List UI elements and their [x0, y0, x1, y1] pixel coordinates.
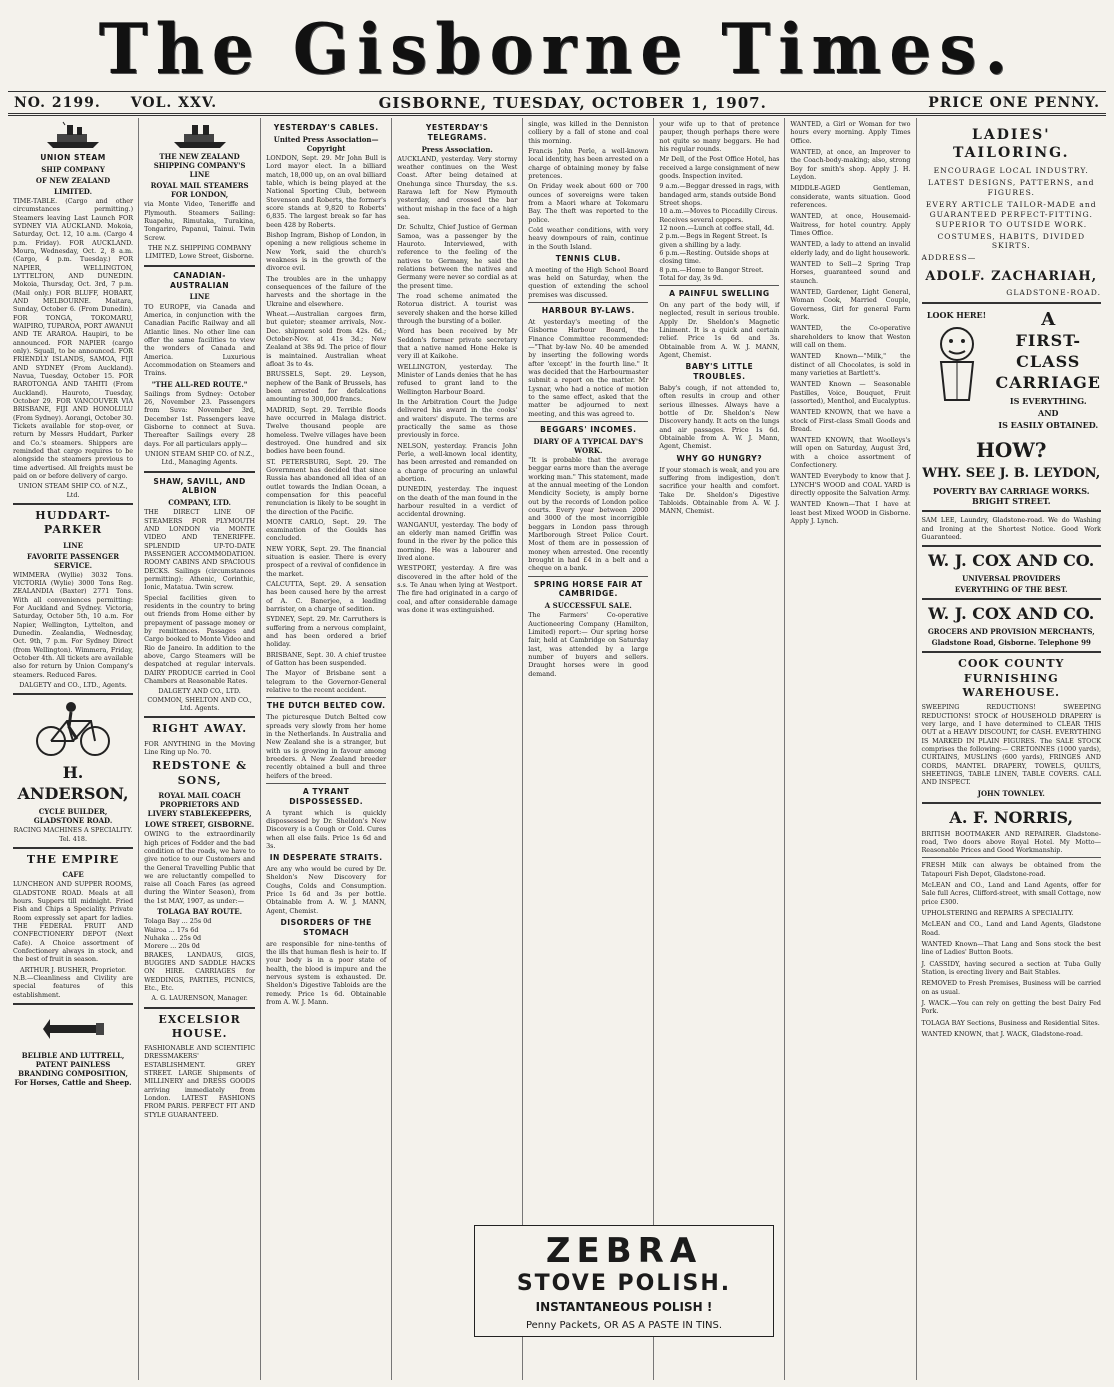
tailoring-ad: [922, 126, 1102, 298]
harbour-heading: HARBOUR BY-LAWS.: [541, 306, 635, 316]
column-4: [392, 118, 523, 1380]
allred-body: Sailings from Sydney: October 26, November 23. Passengers from Suva: November 3rd, December 1st. Passengers leave Gisborne to connect at Suva. Thereafter Sailings every 28 days. For all particulars apply—: [144, 389, 256, 448]
baby-heading: BABY'S LITTLE TROUBLES.: [685, 362, 754, 382]
cable-item: ST. PETERSBURG, Sept. 29. The Government has decided that since Russia has abandoned all idea of an outlet towards the Indian Ocean, a compensation for this peaceful renunciation is likely to be sought in the direction of the Pacific.: [266, 457, 387, 516]
divider: [922, 302, 1102, 304]
issue-date: GISBORNE, TUESDAY, OCTOBER 1, 1907.: [378, 93, 767, 112]
masthead-title: The Gisborne Times.: [98, 7, 1016, 90]
allred-agent: UNION STEAM SHIP CO. of N.Z., Ltd., Managing Agents.: [144, 449, 255, 467]
diary-entry: 10 a.m.—Moves to Piccadilly Circus. Receives several coppers.: [659, 207, 778, 224]
columns: [8, 118, 1106, 1380]
carriage-text: [996, 308, 1102, 433]
wanted-ad: WANTED, a lady to attend an invalid elderly lady, and do light housework.: [790, 240, 911, 257]
tailoring-address-label: ADDRESS—: [921, 253, 977, 263]
divider: [144, 1007, 255, 1009]
wanted-ad: WANTED, at once, Housemaid-Waitress, for hotel country. Apply Times Office.: [790, 212, 911, 237]
diary-entry: 2 p.m.—Begs in Regent Street. Is given a shilling by a lady.: [659, 232, 768, 249]
volume-number: VOL. XXV.: [130, 94, 218, 111]
tailoring-encourage: ENCOURAGE LOCAL INDUSTRY.: [933, 166, 1089, 176]
wanted-ad: MIDDLE-AGED Gentleman, considerate, wants situation. Good references.: [790, 184, 911, 209]
wanted-ad: WANTED, Gardener, Light General, Woman Cook, Married Couple, Governess, Girl for general Farm Work.: [790, 287, 911, 321]
carriage-line: A: [1041, 308, 1056, 330]
beggars-heading: BEGGARS' INCOMES.: [540, 424, 637, 434]
norris-name: A. F. NORRIS,: [949, 807, 1074, 827]
masthead: [8, 6, 1106, 92]
belted-body: The picturesque Dutch Belted cow spreads very slowly from her home in the Netherlands. In Australia and New Zealand she is a stranger, but with us is growing in favour among breeders. A New Zealand breeder recently obtained a bull and three heifers of the breed.: [266, 713, 387, 780]
union-line-2: SHIP COMPANY: [41, 164, 105, 174]
divider: [144, 716, 255, 718]
classified-ad: TOLAGA BAY Sections, Business and Residential Sites.: [921, 1018, 1100, 1027]
nzship-sub: ROYAL MAIL STEAMERS FOR LONDON,: [150, 181, 249, 200]
harbour-body: At yesterday's meeting of the Gisborne Harbour Board, the Finance Committee recommended:—"That by-law No. 40 be amended by inserting the following words after 'except' in the fourth line." It was decided that the Harbourmaster submit a report on the matter. Mr Lysnar, who had a notice of motion to the same effect, asked that the matter be adjourned to next meeting, and this was agreed to.: [528, 317, 649, 418]
telegram-item: Cold weather conditions, with very heavy downpours of rain, continue in the South Island.: [528, 225, 649, 251]
issue-number: NO. 2199.: [14, 94, 101, 111]
wanted-ad: WANTED to Sell—2 Spring Trap Horses, guaranteed sound and staunch.: [790, 259, 911, 285]
union-timetable: TIME-TABLE. (Cargo and other circumstances permitting.) Steamers leaving Last Launch FOR SYDNEY VIA AUCKLAND. Mokoia, Saturday, Oct. 12, 10 a.m. (Cargo 4 p.m. Friday). FOR AUCKLAND. Moura, Wednesday, Oct. 2, 8 a.m. (Cargo, 4 p.m. Tuesday.) FOR NAPIER, WELLINGTON, LYTTELTON, AND DUNEDIN. Mokoia, Thursday, Oct. 3rd, 7 p.m. (Mail only.) FOR BLUFF, HOBART, AND MELBOURNE. Maitara, Sunday, October 6. (From Dunedin). FOR TONGA, TOKOMARU, WAIPIRO, TUPAROA, PORT AWANUI AND TE ARAROA. Haupiri, to be announced. FOR NAPIER (cargo only). Squall, to be announced. FOR FRIENDLY ISLANDS, SAMOA, FIJI AND SYDNEY (From Auckland). Navua, Tuesday, October 15. FOR RAROTONGA AND TAHITI (From Auckland). Hauroto, Tuesday, October 29. FOR VANCOUVER VIA BRISBANE, FIJI AND HONOLULU (From Sydney). Aorangi, October 30. Tickets available for stop-over, or return by Messrs Huddart, Parker and Co.'s steamers. Shippers are reminded that cargo requires to be alongside the steamers previous to time advertised. All freights must be paid on or before delivery of cargo.: [13, 197, 134, 480]
excelsior-title: EXCELSIOR HOUSE.: [158, 1012, 241, 1040]
column-intro: your wife up to that of pretence pauper, though perhaps there were not quite so many beggars. He had his regular rounds.: [659, 120, 780, 153]
divider: [922, 545, 1102, 547]
telegram-item: NELSON, yesterday. Francis John Perle, a well-known local identity, has been arrested and remanded on a charge of procuring an unlawful abortion.: [397, 441, 518, 483]
shaw-agent: DALGETY AND CO., LTD. COMMON, SHELTON AND CO., Ltd. Agents.: [147, 687, 252, 712]
diary-entry: 12 noon.—Lunch at coffee stall, 4d.: [659, 223, 775, 232]
wanted-ad: WANTED, the Co-operative shareholders to know that Weston will call on them.: [790, 324, 911, 349]
swelling-heading: A PAINFUL SWELLING: [669, 289, 770, 299]
baby-body: Baby's cough, if not attended to, often results in croup and other serious illnesses. Always have a bottle of Dr. Sheldon's New Discovery handy. It acts on the lungs and air passages. Price 1s 6d. Obtainable from A. W. J. Mann, Agent, Chemist.: [659, 384, 780, 451]
column-3: [261, 118, 392, 1380]
wanted-ad: WANTED Known — Seasonable Pastilles, Voice, Bouquet, Fruit (assorted), Menthol, and Eucalyptus.: [790, 380, 911, 405]
canadian-line: LINE: [189, 292, 210, 302]
zebra-product: STOVE POLISH.: [516, 1271, 732, 1296]
cable-item: Wheat.—Australian cargoes firm, but quieter; steamer arrivals, Nov.-Dec. shipment sold from 42s. 6d.; October-Nov. at 41s 3d.; New Zealand at 38s 9d. The price of flour is maintained. Australian wheat afloat 3s to 4s.: [266, 309, 387, 368]
dire-heading: IN DESPERATE STRAITS.: [269, 853, 383, 863]
tennis-body: A meeting of the High School Board was held on Saturday, when the question of extending the school premises was discussed.: [528, 265, 649, 299]
tailoring-title: LADIES' TAILORING.: [953, 127, 1070, 162]
diary-entry: 9 a.m.—Beggar dressed in rags, with bandaged arm, stands outside Bond Street shops.: [659, 182, 780, 207]
beggars-sub: DIARY OF A TYPICAL DAY'S WORK.: [533, 436, 644, 455]
column-8: [917, 118, 1107, 1380]
cable-item: The Mayor of Brisbane sent a telegram to the Governor-General relative to the recent accident.: [266, 669, 387, 695]
empire-body: LUNCHEON AND SUPPER ROOMS, GLADSTONE ROAD. Meals at all hours. Suppers till midnight. Fried Fish and Chips a Speciality. Private Room expressly set apart for ladies. THE FEDERAL FRUIT AND CONFECTIONERY DEPOT (Next Cafe). A Choice assortment of Confectionery always in stock, and the best of fruit in season.: [13, 880, 134, 964]
divider: [13, 1003, 133, 1005]
tailoring-costumes: COSTUMES, HABITS, DIVIDED SKIRTS.: [937, 231, 1086, 251]
tailoring-latest: LATEST DESIGNS, PATTERNS, and FIGURES.: [928, 178, 1095, 198]
cook-county-title: COOK COUNTY FURNISHING WAREHOUSE.: [958, 657, 1065, 700]
wanted-ad: WANTED KNOWN, that we have a stock of First-class Small Goods and Bread.: [790, 408, 911, 433]
disorders-body: are responsible for nine-tenths of the ills that human flesh is heir to. If your body is in a poor state of health, the blood is impure and the nervous system is exhausted. Dr. Sheldon's Digestive Tabloids are the remedy. Price 1s 6d. Obtainable from A. W. J. Mann.: [266, 939, 387, 1007]
telegram-item: WANGANUI, yesterday. The body of an elderly man named Griffin was found in the river by the police this morning. He was a labourer and lived alone.: [397, 520, 518, 562]
column-6: [654, 118, 785, 1380]
telegram-item: Francis John Perle, a well-known local identity, has been arrested on a charge of obtaining money by false pretences.: [528, 146, 649, 180]
classified-ad: WANTED KNOWN, that J. WACK, Gladstone-road.: [921, 1030, 1083, 1039]
zebra-title: ZEBRA: [545, 1231, 703, 1271]
union-line-3: OF NEW ZEALAND: [35, 175, 111, 185]
tennis-heading: TENNIS CLUB.: [555, 253, 621, 263]
cable-item: CALCUTTA, Sept. 29. A sensation has been caused here by the arrest of A. C. Banerjee, a leading barrister, on a charge of sedition.: [266, 580, 387, 614]
cable-item: LONDON, Sept. 29. Mr John Bull is Lord mayor elect. In a billiard match, 18,000 up, on an oval billiard table, which is being played at the National Sporting Club, between Stevenson and Roberts, the former's score stands at 9,820 to Roberts' 6,835. The largest break so far has been 428 by Roberts.: [266, 154, 387, 229]
wanted-ad: WANTED Known—That I have at least best Mixed WOOD in Gisborne. Apply J. Lynch.: [790, 500, 911, 526]
divider: [144, 471, 255, 473]
how-label: HOW?: [976, 437, 1047, 462]
cable-item: MONTE CARLO, Sept. 29. The examination of the Goulds has concluded.: [266, 517, 387, 543]
redstone-agent: A. G. LAURENSON, Manager.: [151, 994, 248, 1003]
zebra-tagline: INSTANTANEOUS POLISH !: [535, 1300, 713, 1314]
nzship-agent: THE N.Z. SHIPPING COMPANY LIMITED, Lowe Street, Gisborne.: [145, 244, 254, 261]
canadian-body: TO EUROPE, via Canada and America, in conjunction with the Canadian Pacific Railway and all Atlantic lines. No other line can offer the same facilities to view the wonders of Canada and America. Luxurious Accommodation on Steamers and Trains.: [144, 302, 256, 378]
shaw-sub: COMPANY, LTD.: [168, 498, 231, 508]
cook-county-body: SWEEPING REDUCTIONS! SWEEPING REDUCTIONS! STOCK of HOUSEHOLD DRAPERY is very large, and I have determined to CLEAR THIS OUT at a HEAVY DISCOUNT, for CASH. EVERYTHING IS MARKED IN PLAIN FIGURES. The SALE STOCK comprises the following:— CRETONNES (1000 yards), CURTAINS, MUSLINS (600 yards), FRINGES AND CORDS, MANTEL DRAPERY, TOWELS, QUILTS, SHEETINGS, TABLE LINEN, TABLE COVERS. CALL AND INSPECT.: [921, 703, 1101, 787]
huddart-title: HUDDART-PARKER: [35, 508, 111, 537]
leydon-name: WHY. SEE J. B. LEYDON,: [922, 465, 1101, 481]
empire-signature: ARTHUR J. BUSHER, Proprietor.: [20, 965, 127, 974]
divider: [266, 783, 386, 784]
carriage-illustration: [922, 308, 992, 433]
carriage-line: CARRIAGE: [995, 372, 1101, 392]
classified-ad: J. WACK.—You can rely on getting the best Dairy Fed Pork.: [921, 999, 1101, 1016]
cable-item: NEW YORK, Sept. 29. The financial situation is easier. There is every prospect of a revival of confidence in the market.: [266, 544, 387, 578]
allred-title: "THE ALL-RED ROUTE.": [151, 379, 248, 389]
zebra-ad: [474, 1225, 774, 1337]
huddart-body: WIMMERA (Wyllie) 3032 Tons. VICTORIA (Wylie) 3000 Tons Reg. ZEALANDIA (Baxter) 2771 Tons. With all conveniences permitting: For Auckland and Sydney. Victoria, Saturday, October 5th, 10 a.m. For Napier, Wellington, Lyttelton, and Dunedin. Zealandia, Wednesday, Oct. 9th, 7 p.m. For Sydney Direct (from Wellington). Wimmera, Friday, October 4th. All tickets are available also for return by Union Company's steamers. Reduced Fares.: [13, 570, 134, 679]
excelsior-body: FASHIONABLE AND SCIENTIFIC DRESSMAKERS' ESTABLISHMENT. GREY STREET. LARGE Shipments of MILLINERY and DRESS GOODS arriving immediately from London. LATEST FASHIONS FROM PARIS. PERFECT FIT AND STYLE GUARANTEED.: [144, 1044, 256, 1119]
union-line-4: LIMITED.: [54, 187, 93, 197]
shaw-body: THE DIRECT LINE OF STEAMERS FOR PLYMOUTH AND LONDON via MONTE VIDEO AND TENERIFFE. SPLENDID UP-TO-DATE PASSENGER ACCOMMODATION. ROOMY CABINS AND SPACIOUS DECKS. Sailings (circumstances permitting): Athenic, Corinthic, Ionic, Matatua. Twin screw.: [144, 508, 256, 592]
hungry-body: If your stomach is weak, and you are suffering from indigestion, don't sacrifice your health and comfort. Take Dr. Sheldon's Digestive Tabloids. Obtainable from A. W. J. MANN, Chemist.: [659, 465, 780, 516]
leydon-sub: POVERTY BAY CARRIAGE WORKS. BRIGHT STREET.: [932, 485, 1090, 507]
fare-row: Nuhaka ... 25s 0d: [144, 933, 202, 942]
cables-sub: United Press Association—Copyright: [273, 134, 379, 153]
tailor-name: ADOLF. ZACHARIAH,: [925, 269, 1098, 285]
telegram-item: The road scheme animated the Rotorua district. A tourist was severely shaken and the horse killed through the bursting of a boiler.: [397, 292, 518, 326]
spring-heading: SPRING HORSE FAIR AT CAMBRIDGE.: [533, 579, 643, 599]
carriage-line: IS EASILY OBTAINED.: [998, 420, 1099, 431]
column-intro: single, was killed in the Denniston colliery by a fall of stone and coal this morning.: [528, 120, 649, 145]
steamship-icon: [43, 122, 103, 150]
right-away-body: FOR ANYTHING in the Moving Line Ring up No. 70.: [144, 739, 256, 756]
telegram-item: WESTPORT, yesterday. A fire was discovered in the after hold of the s.s. Te Anau when lying at Westport. The fire had originated in a cargo of coal, and after considerable damage was done it was extinguished.: [397, 564, 518, 614]
branding-iron-icon: [38, 1009, 108, 1049]
beggars-body: "It is probable that the average beggar earns more than the average working man." This statement, made at the annual meeting of the London Mendicity Society, is amply borne out by the records of London police courts. Every year between 2000 and 3000 of the most incorrigible beggars in London pass through Marlborough Street Police Court. Most of them are in possession of money when arrested. One recently brought in had £4 in a belt and a cheque on a bank.: [528, 455, 649, 573]
bicycle-icon: [33, 699, 113, 759]
divider: [13, 503, 133, 505]
union-agent: UNION STEAM SHIP CO. of N.Z., Ltd.: [18, 482, 128, 499]
nzship-body: via Monte Video, Teneriffe and Plymouth. Steamers Sailing: Ruapehu, Rimutaka, Turakina, Tongariro, Papanui, Tainui. Twin Screw.: [144, 200, 256, 242]
huddart-agent: DALGETY and CO., LTD., Agents.: [19, 681, 127, 690]
tailor-address: GLADSTONE-ROAD.: [1006, 288, 1101, 297]
cox-body: EVERYTHING OF THE BEST.: [954, 585, 1068, 595]
column-2: [139, 118, 261, 1380]
carriage-line: AND: [1038, 408, 1059, 419]
newspaper-page: [8, 6, 1106, 1382]
cable-item: SYDNEY, Sept. 29. Mr. Carruthers is suffering from a nervous complaint, and has been ordered a brief holiday.: [266, 615, 387, 649]
column-5: [523, 118, 654, 1380]
anderson-sub: CYCLE BUILDER, GLADSTONE ROAD.: [33, 807, 113, 826]
cox-name: W. J. COX AND CO.: [928, 551, 1095, 571]
right-away-title: RIGHT AWAY.: [152, 722, 248, 736]
hotel-notice: Mr Dell, of the Post Office Hotel, has received a large consignment of new goods. Inspection invited.: [659, 155, 780, 180]
redstone-addr: LOWE STREET, GISBORNE.: [145, 820, 255, 830]
divider: [922, 857, 1102, 858]
divider: [659, 285, 779, 286]
wanted-ad: WANTED, at once, an Improver to the Coach-body-making; also, strong Boy for smith's shop. Apply J. H. Leydon.: [790, 147, 911, 181]
look-here-label: LOOK HERE!: [926, 309, 987, 320]
classified-ad: J. CASSIDY, having secured a section at Tuba Gully Station, is erecting livery and Bait Stables.: [921, 959, 1101, 977]
hungry-heading: WHY GO HUNGRY?: [676, 453, 763, 463]
classified-ad: REMOVED to Fresh Premises, Business will be carried on as usual.: [921, 979, 1101, 996]
carriage-line: FIRST-CLASS: [1015, 331, 1082, 372]
classified-ad: McLEAN and CO., Land and Land Agents, Gladstone Road.: [921, 920, 1101, 937]
cables-heading: YESTERDAY'S CABLES.: [273, 123, 379, 132]
divider: [922, 651, 1102, 653]
divider: [528, 576, 648, 577]
classified-ad: FRESH Milk can always be obtained from the Tatapouri Fish Depot, Gladstone-road.: [921, 861, 1101, 878]
empire-sub: CAFE: [62, 870, 84, 880]
redstone-body: OWING to the extraordinarily high prices of Fodder and the bad condition of the roads, we have to give notice to our Customers and the General Travelling Public that we are reluctantly compelled to raise all Coach Fares (as agreed during the Winter Season), from the 1st MAY, 1907, as under:—: [144, 830, 256, 905]
telegram-item: Dr. Schultz, Chief Justice of German Samoa, was a passenger by the Hauroto. Interviewed, with reference to the feeling of the natives to Germany, he said the relations between the natives and Germany were never so cordial as at the present time.: [397, 223, 518, 290]
fare-row: Wairoa ... 17s 6d: [144, 925, 199, 934]
carriage-line: IS EVERYTHING.: [1009, 395, 1087, 406]
spring-sub: A SUCCESSFUL SALE.: [544, 601, 632, 611]
column-7: [785, 118, 916, 1380]
divider: [13, 847, 133, 849]
union-line-1: UNION STEAM: [40, 153, 106, 162]
canadian-title: CANADIAN-AUSTRALIAN: [170, 270, 230, 290]
wanted-ad: WANTED Everybody to know that J. LYNCH'S WOOD and COAL YARD is directly opposite the Salvation Army.: [790, 472, 911, 498]
nzship-title: THE NEW ZEALAND SHIPPING COMPANY'S LINE: [153, 152, 246, 180]
fare-row: Morere ... 20s 0d: [144, 942, 200, 951]
wanted-ad: WANTED Known—"Milk," the distinct of all Chocolates, is sold in many varieties at Bartlett's.: [790, 352, 911, 377]
wanted-ad: WANTED, a Girl or Woman for two hours every morning. Apply Times Office.: [790, 120, 911, 145]
telegram-item: WELLINGTON, yesterday. The Minister of Lands denies that he has refused to grant land to the Wellington Harbour Board.: [397, 362, 518, 396]
cable-item: The troubles are in the unhappy consequences of the failure of the harvests and the shortage in the Ukraine and elsewhere.: [266, 274, 387, 308]
divider: [144, 265, 255, 267]
townley-name: JOHN TOWNLEY.: [977, 788, 1045, 798]
diary-entry: 6 p.m.—Resting. Outside shops at closing time.: [659, 248, 769, 266]
swelling-body: On any part of the body will, if neglected, result in serious trouble. Apply Dr. Sheldon's Magnetic Liniment. It is a quick and certain relief. Price 1s 6d and 3s. Obtainable from A. W. J. MANN, Agent, Chemist.: [659, 301, 780, 360]
telegram-item: Word has been received by Mr Seddon's former private secretary that a native named Hone Heke is very ill at Kaikohe.: [397, 327, 518, 361]
wanted-ad: WANTED KNOWN, that Woolleys's will open on Saturday, August 3rd, with a choice assortment of Confectionery.: [790, 436, 911, 470]
redstone-title: REDSTONE & SONS,: [152, 759, 248, 787]
classified-ad: WANTED Known—That Lang and Sons stock the best line of Ladies' Button Boots.: [921, 940, 1101, 957]
fares-title: TOLAGA BAY ROUTE.: [157, 907, 243, 917]
spring-body: The Farmers' Co-operative Auctioneering Company (Hamilton, Limited) report:— Our spring horse fair, held at Cambridge on Saturday last, was attended by a large number of buyers and sellers. Draught horses were in good demand.: [528, 611, 649, 678]
tyrant-heading: A TYRANT DISPOSSESSED.: [289, 786, 364, 806]
classified-ad: McLEAN and CO., Land and Land Agents, offer for Sale full Acres, Clifford-street, with small Cottage, now price £300.: [921, 881, 1101, 906]
cable-item: BRISBANE, Sept. 30. A chief trustee of Gatton has been suspended.: [266, 650, 387, 668]
divider: [266, 697, 386, 698]
leydon-ad: [922, 437, 1102, 507]
cox-address: Gladstone Road, Gisborne. Telephone 99: [931, 638, 1091, 648]
column-1: [8, 118, 139, 1380]
divider: [922, 598, 1102, 600]
divider: [922, 510, 1102, 512]
disorders-heading: DISORDERS OF THE STOMACH: [280, 918, 372, 937]
redstone-sub: ROYAL MAIL COACH PROPRIETORS AND LIVERY STABLEKEEPERS,: [147, 790, 252, 818]
redstone-tail: BRAKES, LANDAUS, GIGS, BUGGIES AND SADDLE HACKS ON HIRE. CARRIAGES for WEDDINGS, PARTIES, PICNICS, Etc., Etc.: [144, 950, 256, 992]
caricature-icon: [925, 322, 989, 402]
telegram-item: AUCKLAND, yesterday. Very stormy weather continues on the West Coast. After being detained at Onehunga since Thursday, the s.s. Rarawa left for New Plymouth yesterday, and crossed the bar without mishap in the face of a high sea.: [397, 154, 518, 222]
cable-item: MADRID, Sept. 29. Terrible floods have occurred in Malaga district. Twelve thousand people are homeless. Twelve villages have been destroyed. One hundred and six bodies have been found.: [266, 405, 387, 456]
cable-item: BRUSSELS, Sept. 29. Leyson, nephew of the Bank of Brussels, has been arrested for defalcations amounting to 300,000 francs.: [266, 370, 387, 404]
divider: [13, 693, 133, 695]
price: PRICE ONE PENNY.: [928, 94, 1100, 111]
dateline: [8, 92, 1106, 116]
samlee-ad: SAM LEE, Laundry, Gladstone-road. We do Washing and Ironing at the Shortest Notice. Good Work Guaranteed.: [921, 516, 1101, 542]
dire-body: Are any who would be cured by Dr. Sheldon's New Discovery for Coughs, Colds and Consumption. Price 1s 6d and 3s per bottle. Obtainable from A. W. J. MANN, Agent, Chemist.: [266, 865, 387, 915]
anderson-body: RACING MACHINES A SPECIALITY. Tel. 418.: [13, 826, 133, 843]
carriage-ad: [922, 308, 1102, 433]
cox-sub: UNIVERSAL PROVIDERS: [962, 574, 1061, 584]
cox-sub: GROCERS AND PROVISION MERCHANTS,: [927, 627, 1095, 637]
zebra-packaging: Penny Packets, OR AS A PASTE IN TINS.: [525, 1320, 723, 1331]
steamship-icon: [170, 122, 230, 150]
tyrant-body: A tyrant which is quickly dispossessed by Dr. Sheldon's New Discovery is a Cough or Cold. Cures when all else fails. Price 1s 6d and 3s.: [266, 808, 387, 850]
norris-body: BRITISH BOOTMAKER AND REPAIRER. Gladstone-road, Two doors above Royal Hotel. My Motto—Reasonable Prices and Good Workmanship.: [921, 829, 1101, 855]
tailoring-every: EVERY ARTICLE TAILOR-MADE and GUARANTEED PERFECT-FITTING. SUPERIOR TO OUTSIDE WORK.: [925, 199, 1097, 229]
classified-ad: UPHOLSTERING and REPAIRS A SPECIALITY.: [921, 909, 1074, 918]
anderson-name: H. ANDERSON,: [17, 763, 129, 804]
diary-entry: 8 p.m.—Home to Bangor Street. Total for day, 3s 9d.: [659, 265, 764, 282]
huddart-line: LINE: [63, 540, 83, 550]
shaw-extra: Special facilities given to residents in the country to bring out friends from Home either by prepayment of passage money or by remittances. Passages and Cargo booked to Monte Video and Rio de Janeiro. In addition to the above, Cargo Steamers will be despatched at regular intervals. DAIRY PRODUCE carried in Cool Chambers at Reasonable Rates.: [144, 593, 256, 685]
empire-title: THE EMPIRE: [26, 852, 120, 866]
divider: [922, 802, 1102, 804]
telegram-item: DUNEDIN, yesterday. The inquest on the death of the man found in the harbour resulted in a verdict of accidental drowning.: [397, 485, 518, 519]
telegrams-heading: YESTERDAY'S TELEGRAMS.: [425, 123, 489, 142]
belted-heading: THE DUTCH BELTED COW.: [266, 701, 386, 711]
belible-ad: BELIBLE AND LUTTRELL, PATENT PAINLESS BRANDING COMPOSITION, For Horses, Cattle and Sheep.: [14, 1050, 132, 1088]
huddart-sub: FAVORITE PASSENGER SERVICE.: [27, 551, 120, 570]
shaw-title: SHAW, SAVILL, AND ALBION: [153, 476, 246, 496]
divider: [528, 421, 648, 422]
telegrams-sub: Press Association.: [421, 144, 493, 154]
telegram-item: On Friday week about 600 or 700 ounces of sovereigns were taken from a Maori whare at Tokomaru Bay. The theft was reported to the police.: [528, 182, 649, 224]
fare-row: Tolaga Bay ... 25s 0d: [144, 917, 212, 926]
cox-name: W. J. COX AND CO.: [928, 604, 1095, 624]
empire-note: N.B.—Cleanliness and Civility are special features of this establishment.: [13, 973, 134, 999]
cable-item: Bishop Ingram, Bishop of London, in opening a new religious scheme in New York, said the church's weakness is in the growth of the divorce evil.: [266, 231, 387, 273]
divider: [528, 302, 648, 303]
telegram-item: In the Arbitration Court the Judge delivered his award in the cooks' and waiters' dispute. The terms are practically the same as those previously in force.: [397, 398, 518, 440]
